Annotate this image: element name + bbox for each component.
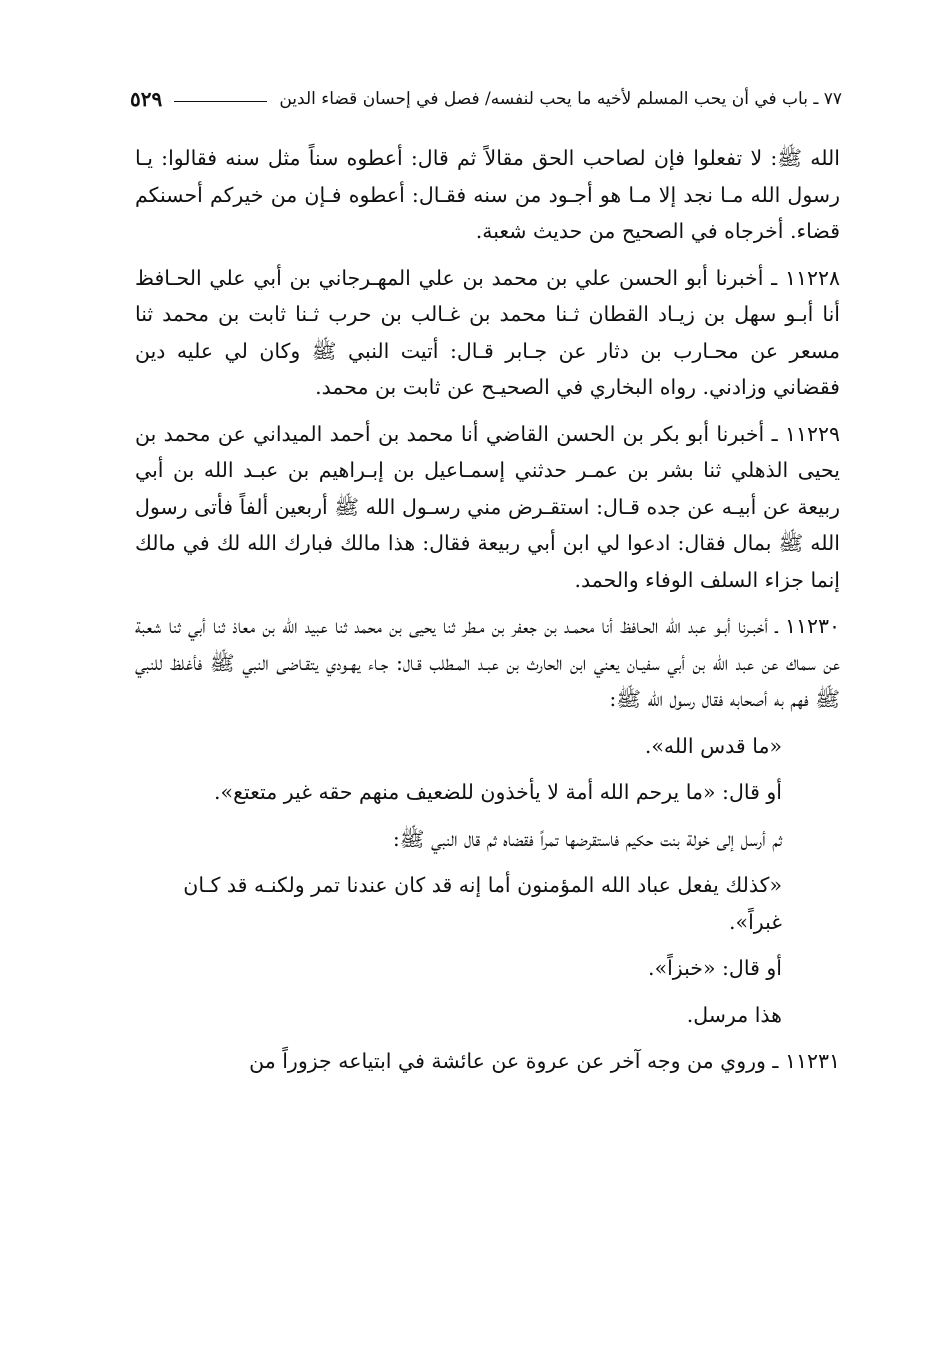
page-number: ٥٢٩ (130, 87, 163, 111)
quote-line: «كذلك يفعل عباد الله المؤمنون أما إنه قد كان عندنا تمر ولكنـه قد كـان غبراً». (183, 873, 782, 934)
running-header (130, 82, 842, 116)
header-rule (174, 101, 267, 102)
paragraph-hadith-11228: ١١٢٢٨ ـ أخبرنا أبو الحسن علي بن محمد بن علي المهـرجاني بن أبي علي الحـافظ أنا أبـو سهل بن زيـاد القطان ثـنا محمد بن غـالب بن حرب ثـنا ثابت بن محمد ثنا مسعر عن محـارب بن دثار عن جـابر قـال: أتيت النبي ﷺ وكان لي عليه دين فقضاني وزادني. رواه البخاري في الصحيـح عن ثابت بن محمد. (135, 265, 840, 399)
quote-line: أو قال: «خبزاً». (648, 956, 782, 980)
paragraph-continuation: الله ﷺ: لا تفعلوا فإن لصاحب الحق مقالاً ثم قال: أعطوه سناً مثل سنه فقالوا: يـا رسول الله مـا نجد إلا مـا هو أجـود من سنه فقـال: أعطوه فـإن من خيركم أحسنكم قضاء. أخرجاه في الصحيح من حديث شعبة. (135, 146, 840, 243)
page-body (135, 140, 840, 1090)
quote-line: هذا مرسل. (686, 1002, 782, 1027)
paragraph-hadith-11229: ١١٢٢٩ ـ أخبرنا أبو بكر بن الحسن القاضي أنا محمد بن أحمد الميداني عن محمد بن يحيى الذهلي ثنا بشر بن عمـر حدثني إسمـاعيل بن إبـراهيم بن عبـد الله بن أبي ربيعة عن أبيـه عن جده قـال: استقـرض مني رسـول الله ﷺ أربعين ألفاً فأتى رسول الله ﷺ بمال فقال: ادعوا لي ابن أبي ربيعة فقال: هذا مالك فبارك الله لك في مالك إنما جزاء السلف الوفاء والحمد. (135, 421, 840, 592)
quote-line: ثم أرسل إلى خولة بنت حكيم فاستقرضها تمراً فقضاه ثم قال النبي ﷺ: (392, 826, 782, 851)
quote-line: «ما قدس الله». (644, 733, 782, 758)
header-title: ٧٧ ـ باب في أن يحب المسلم لأخيه ما يحب لنفسه/ فصل في إحسان قضاء الدين (279, 89, 842, 109)
paragraph-hadith-11231: ١١٢٣١ ـ وروي من وجه آخر عن عروة عن عائشة في ابتياعه جزوراً من (249, 1049, 840, 1073)
paragraph-hadith-11230: ١١٢٣٠ ـ أخبـرنا أبـو عبد الله الحـافظ أنا محمـد بن جعفر بن مـطر ثنا يحيى بن محمد ثنا عبيد الله بن معاذ ثنا أبي ثنا شعبة عن سماك عن عبد الله بن أبي سفيـان يعني ابن الحارث بن عبـد المـطلب قـال: جـاء يهـودي يتقـاضى النبي ﷺ فأغلظ للنبي ﷺ فهم به أصحابه فقال رسول الله ﷺ: (135, 614, 840, 711)
quote-line: أو قال: «ما يرحم الله أمة لا يأخذون للضعيف منهم حقه غير متعتع». (214, 780, 782, 804)
